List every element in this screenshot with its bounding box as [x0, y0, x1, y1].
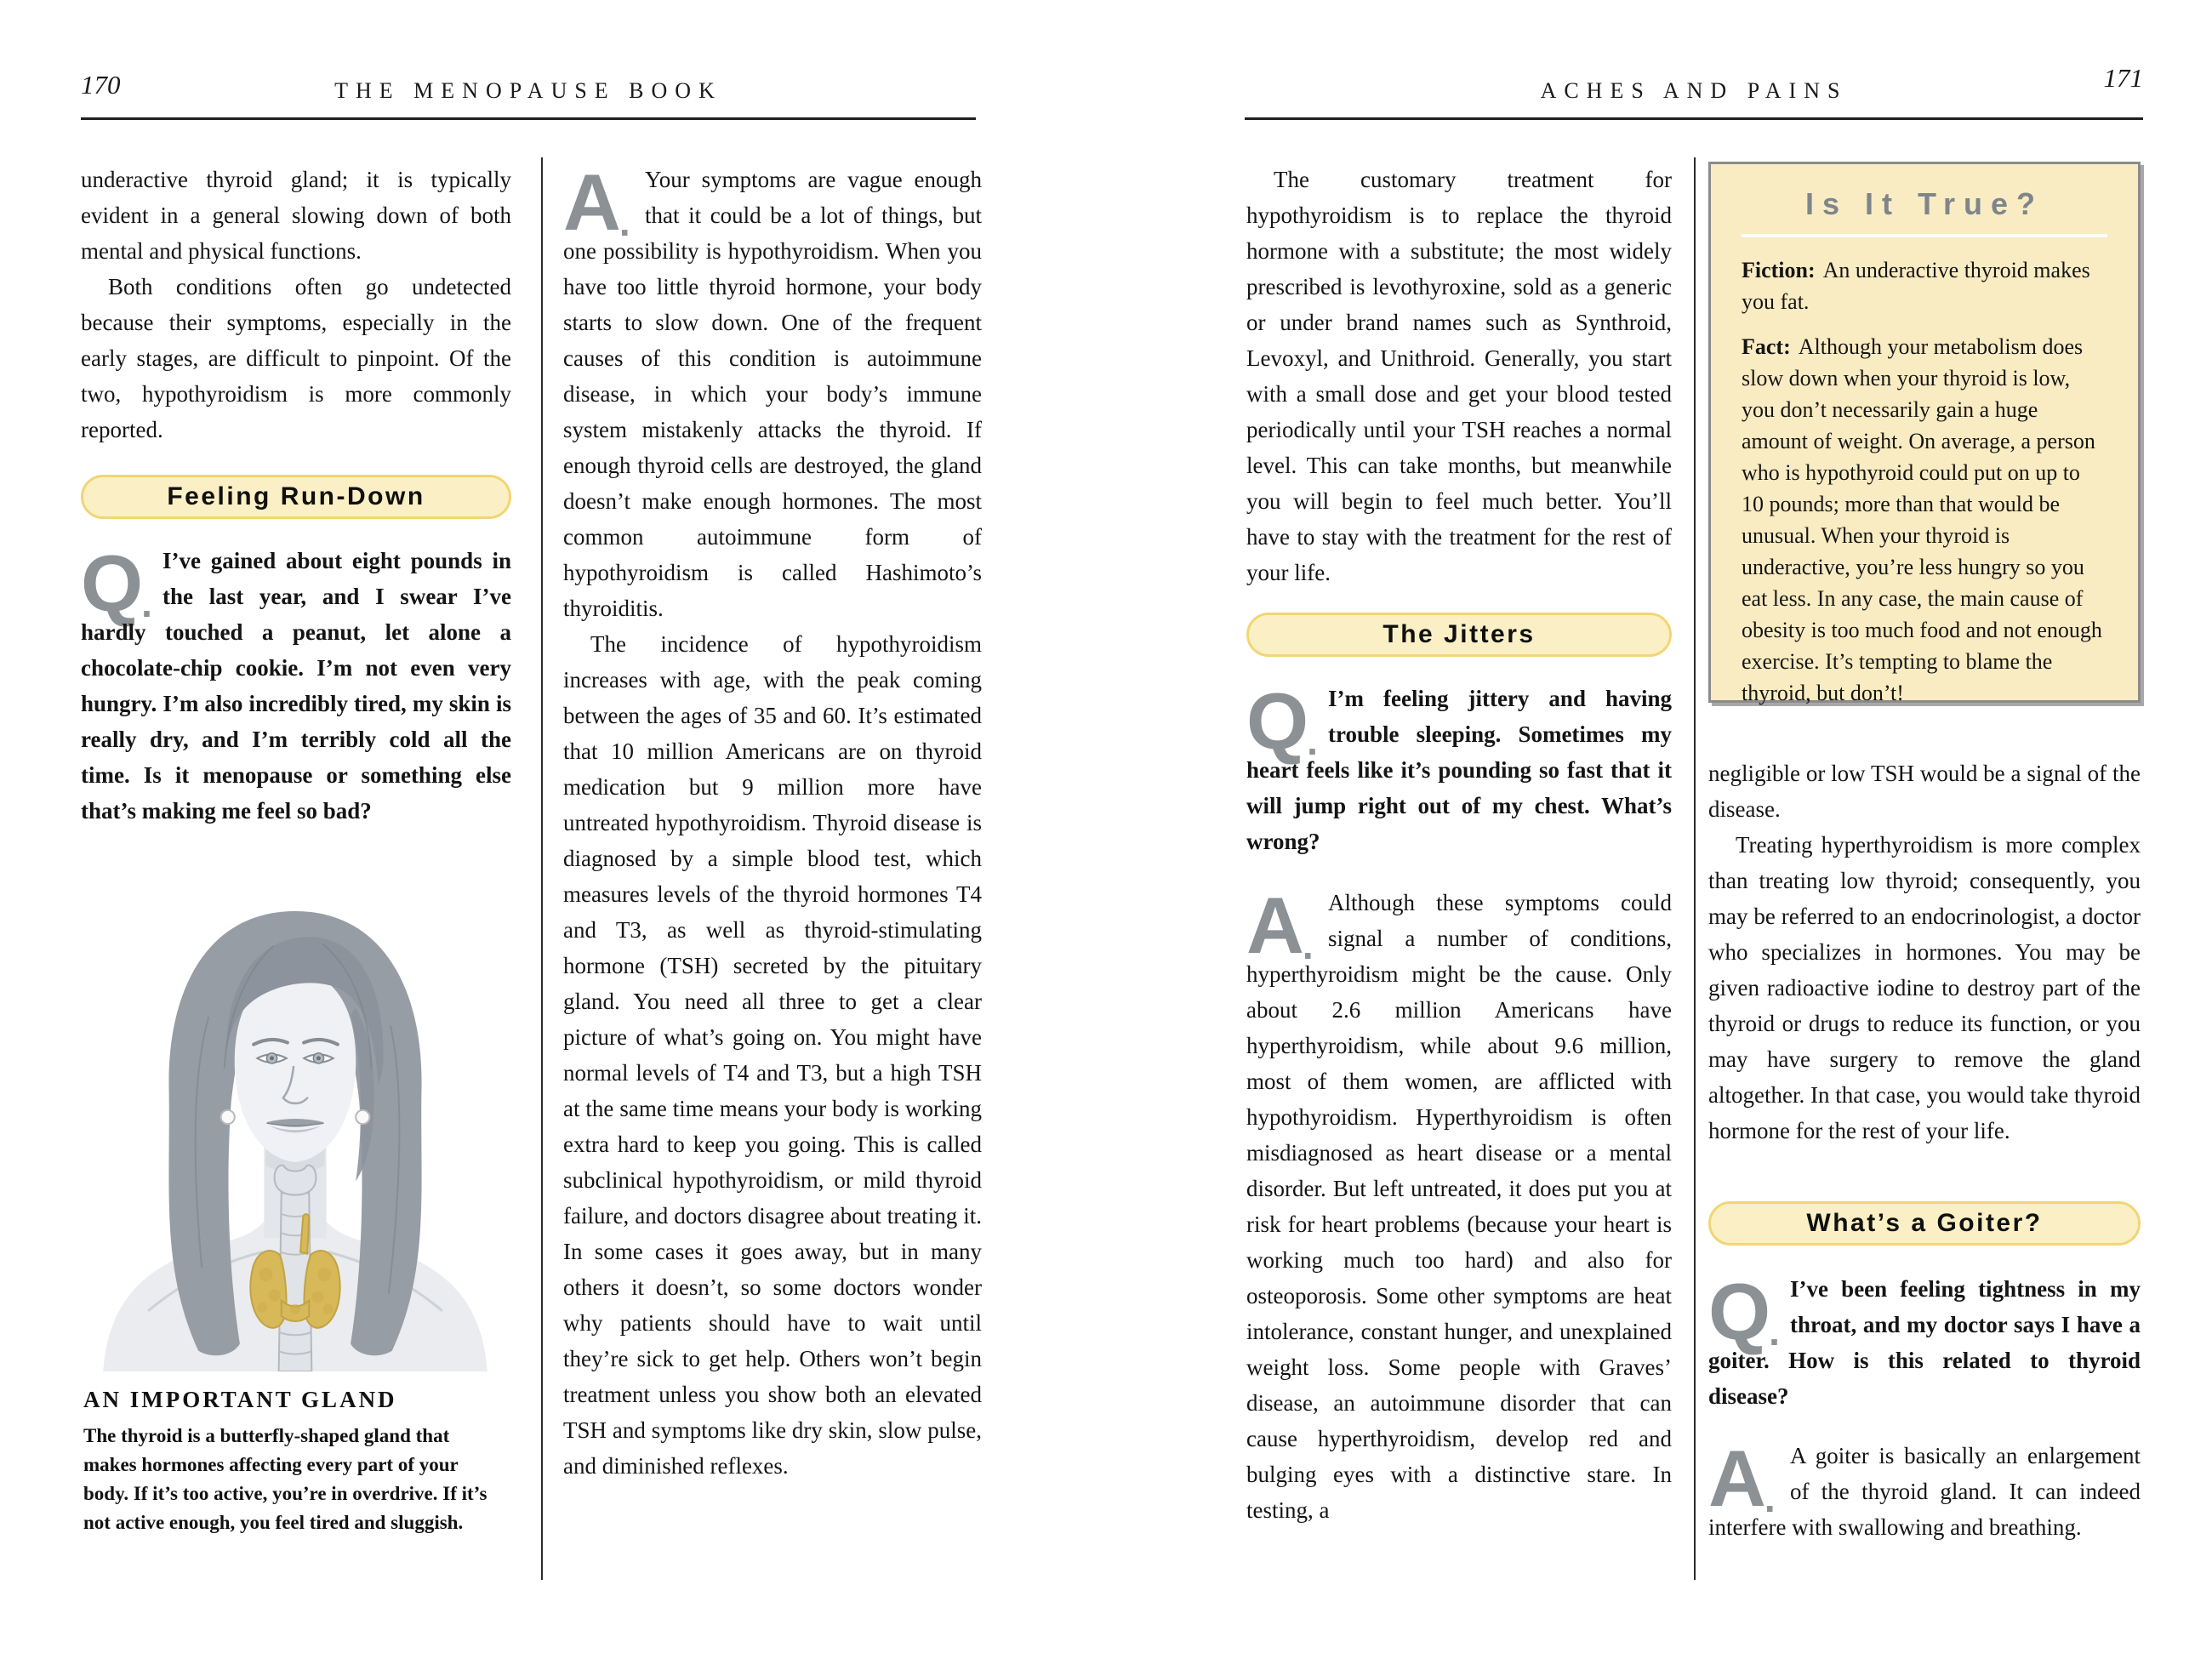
- q-glyph: Q: [1708, 1267, 1769, 1356]
- a-letter: [1708, 1434, 1790, 1523]
- q-letter: [1708, 1267, 1790, 1356]
- fiction-label: Fiction:: [1742, 258, 1816, 282]
- section-heading-whats-a-goiter: [1708, 1201, 2141, 1246]
- column-4: [1708, 755, 2141, 1545]
- q-period: .: [141, 581, 152, 625]
- sidebar-title-rule: [1742, 234, 2107, 237]
- running-title-left: THE MENOPAUSE BOOK: [334, 78, 722, 103]
- figure-caption: [83, 1387, 488, 1537]
- a-glyph: A: [1708, 1434, 1764, 1523]
- answer-text: Although these symptoms could signal a number of conditions, hyperthyroidism might be the cause. Only about 2.6 million Americans have hyperthyroidism, while about 9.6 million, most of them women, are afflicted with hypothyroidism. Hyperthyroidism is often misdiagnosed as heart disease or a mental disorder. But left untreated, it does put you at risk for heart problems (because your heart is working much too hard) and also for osteoporosis. Some other symptoms are heat intolerance, constant hunger, and unexplained weight loss. Some people with Graves’ disease, an autoimmune disorder that can cause hyperthyroidism, develop red and bulging eyes with a distinctive stare. In testing, a: [1246, 890, 1672, 1523]
- woman-thyroid-drawing: [95, 861, 495, 1371]
- fact-paragraph: [1742, 331, 2107, 709]
- paragraph: The incidence of hypothyroidism increases with age, with the peak coming between the ages of 35 and 60. It’s estimated that 10 million Americans are on thyroid medication but 9 million more have untreated hypothyroidism. Thyroid disease is diagnosed by a simple blood test, which measures levels of the thyroid hormones T4 and T3, as well as thyroid-stimulating hormone (TSH) secreted by the pituitary gland. You need all three to get a clear picture of what’s going on. You might have normal levels of T4 and T3, but a high TSH at the same time means your body is working extra hard to keep you going. This is called subclinical hypothyroidism, or mild thyroid failure, and doctors disagree about treating it. In some cases it goes away, but in many others it doesn’t, so some doctors wonder why patients should have to wait until they’re sick to get help. Others won’t begin treatment unless you show both an elevated TSH and symptoms like dry skin, slow pulse, and diminished reflexes.: [563, 631, 982, 1479]
- question-block: [81, 539, 511, 829]
- q-glyph: Q: [81, 539, 141, 628]
- paragraph: Treating hyperthyroidism is more complex than treating low thyroid; consequently, you may be referred to an endocrinologist, a doctor who specializes in hormones. You may be given radioactive iodine to destroy part of the thyroid or drugs to reduce its function, or you may have surgery to remove the gland altogether. In that case, you would take thyroid hormone for the rest of your life.: [1708, 832, 2141, 1143]
- paragraph: underactive thyroid gland; it is typically evident in a general slowing down of both mental and physical functions.: [81, 167, 511, 264]
- section-heading-the-jitters: [1246, 613, 1672, 657]
- a-period: .: [1764, 1476, 1776, 1520]
- a-glyph: A: [563, 157, 619, 247]
- thyroid-illustration: [95, 861, 495, 1371]
- a-letter: [1246, 881, 1328, 970]
- section-heading-label: Feeling Run-Down: [167, 482, 425, 510]
- running-title-right: ACHES AND PAINS: [1540, 78, 1848, 103]
- question-block: [1708, 1267, 2141, 1414]
- fiction-paragraph: [1742, 254, 2107, 317]
- paragraph: The customary treatment for hypothyroidism is to replace the thyroid hormone with a substitute; the most widely prescribed is levothyroxine, sold as a generic or under brand names such as Synthroid, Levoxyl, and Unithroid. Generally, you start with a small dose and get your blood tested periodically until your TSH reaches a normal level. This can take months, but meanwhile you will begin to feel much better. You’ll have to stay with the treatment for the rest of your life.: [1246, 167, 1672, 585]
- a-letter: [563, 157, 645, 247]
- question-text: I’ve gained about eight pounds in the last year, and I swear I’ve hardly touched a peanut, let alone a chocolate-chip cookie. I’m not even very hungry. I’m also incredibly tired, my skin is really dry, and I’m terribly cold all the time. Is it menopause or something else that’s making me feel so bad?: [81, 548, 511, 824]
- answer-block: [1246, 881, 1672, 1528]
- header-rule-left: [81, 117, 976, 120]
- section-heading-label: The Jitters: [1382, 620, 1536, 648]
- is-it-true-box: [1708, 162, 2141, 703]
- q-glyph: Q: [1246, 676, 1307, 766]
- question-text: I’m feeling jittery and having trouble sleeping. Sometimes my heart feels like it’s pounding so fast that it will jump right out of my chest. What’s wrong?: [1246, 686, 1672, 854]
- a-period: .: [1302, 923, 1314, 967]
- fiction-text: An underactive thyroid makes you fat.: [1742, 258, 2090, 314]
- question-block: [1246, 676, 1672, 859]
- column-3: [1246, 162, 1672, 1528]
- column-1: [81, 162, 511, 829]
- answer-block: [1708, 1434, 2141, 1545]
- section-heading-feeling-run-down: [81, 475, 511, 519]
- answer-text: Your symptoms are vague enough that it could be a lot of things, but one possibility is hypothyroidism. When you have too little thyroid hormone, your body starts to slow down. One of the frequent causes of this condition is autoimmune disease, in which your body’s immune system mistakenly attacks the thyroid. If enough thyroid cells are destroyed, the gland doesn’t make enough hormones. The most common autoimmune form of hypothyroidism is called Hashimoto’s thyroiditis.: [563, 167, 982, 621]
- paragraph: negligible or low TSH would be a signal of the disease.: [1708, 761, 2141, 822]
- earring: [356, 1110, 369, 1124]
- question-text: I’ve been feeling tightness in my throat, and my doctor says I have a goiter. How is this related to thyroid disease?: [1708, 1276, 2141, 1409]
- header-rule-right: [1245, 117, 2143, 120]
- answer-block: [563, 157, 982, 626]
- q-period: .: [1307, 719, 1318, 763]
- figure-caption-text: The thyroid is a butterfly-shaped gland that makes hormones affecting every part of your body. If it’s too active, you’re in overdrive. If it’s not active enough, you feel tired and sluggish.: [83, 1425, 487, 1533]
- page-number-right: 171: [2103, 63, 2143, 93]
- section-heading-label: What’s a Goiter?: [1806, 1209, 2043, 1237]
- fact-label: Fact:: [1742, 334, 1791, 359]
- sidebar-title: Is It True?: [1804, 186, 2044, 221]
- column-divider-right-page: [1694, 157, 1696, 1580]
- fact-text: Although your metabolism does slow down when your thyroid is low, you don’t necessarily gain a huge amount of weight. On average, a person who is hypothyroid could put on up to 10 pounds; more than that would be unusual. When your thyroid is underactive, you’re less hungry so you eat less. In any case, the main cause of obesity is too much food and not enough exercise. It’s tempting to blame the thyroid, but don’t!: [1742, 334, 2102, 705]
- page-number-left: 170: [81, 70, 121, 100]
- figure-caption-title: AN IMPORTANT GLAND: [83, 1387, 397, 1412]
- q-period: .: [1769, 1309, 1780, 1354]
- a-glyph: A: [1246, 881, 1302, 970]
- earring: [221, 1110, 235, 1124]
- a-period: .: [619, 200, 630, 244]
- answer-text: A goiter is basically an enlargement of the thyroid gland. It can indeed interfere with swallowing and breathing.: [1708, 1443, 2141, 1540]
- column-2: [563, 157, 982, 1484]
- q-letter: [1246, 676, 1328, 766]
- paragraph: Both conditions often go undetected because their symptoms, especially in the early stages, are difficult to pinpoint. Of the two, hypothyroidism is more commonly reported.: [81, 274, 511, 442]
- q-letter: [81, 539, 162, 628]
- column-divider-left-page: [541, 157, 543, 1580]
